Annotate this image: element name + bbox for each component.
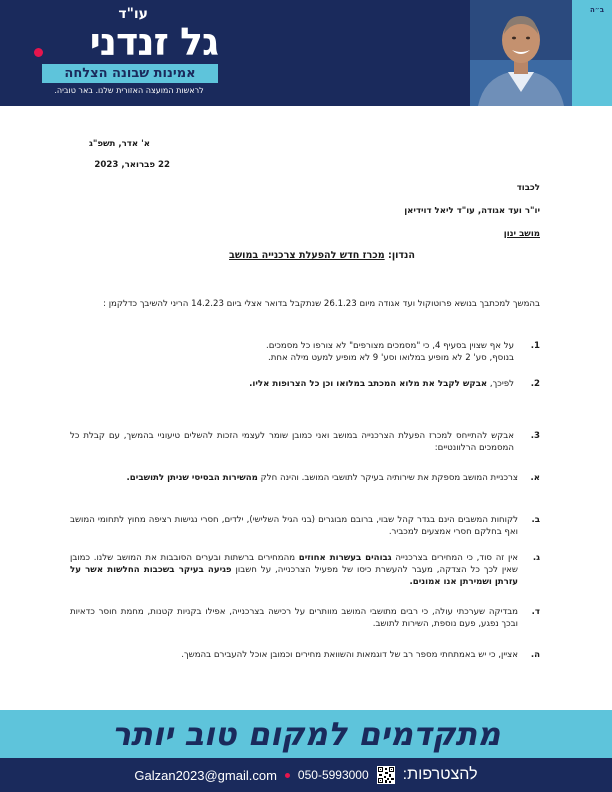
item-text-plain: לפיכך, xyxy=(487,379,514,389)
separator-dot-icon xyxy=(285,773,290,778)
letterhead-footer xyxy=(0,710,612,792)
sub-item-text-bold: מהשירות הבסיסי שניתן לתושבים. xyxy=(126,473,258,483)
join-label: להצטרפות: xyxy=(402,766,478,783)
sub-item-text-plain: אין זה סוד, כי המחירים בצרכנייה xyxy=(391,553,518,563)
item-number: 2. xyxy=(530,379,540,389)
footer-slogan: מתקדמים למקום טוב יותר xyxy=(111,715,501,753)
intro-paragraph: בהמשך למכתבך בנושא פרוטוקול ועד אגודה מיום 26.1.23 שנתקבל בדואר אצלי ביום 14.2.23 הריני להשיבך כדלקמן : xyxy=(103,299,540,309)
recipient-label: לכבוד xyxy=(516,183,540,193)
subject-text: מכרז חדש להפעלת צרכנייה במושב xyxy=(229,250,385,261)
sub-item-text-bold: גבוהים בעשרות אחוזים xyxy=(298,553,392,563)
sub-item-text-plain: מהמחירים ברשתות ובערים הסובבות את המושב שלנו. כמובן שאין לכך כל הצדקה, מעבר להעשרת כיסו של מפעיל הצרכנייה, על חשבון xyxy=(70,553,518,575)
sub-item-text-bold: פגיעה בעיקר בשכבות החלשות אשר על עזרתן ושמירתן אנו אמונים. xyxy=(70,565,518,587)
contact-phone[interactable]: 050-5993000 xyxy=(297,768,369,782)
sub-item-text: מבדיקה שערכתי עולה, כי רבים מתושבי המושב מוותרים על רכישה בצרכנייה, אפילו בקניות קטנות, מחמת חוסר כדאיות ובכך נפגע, פעם נוספת, השירות לתושב. xyxy=(70,607,518,629)
logo-dot-icon xyxy=(34,48,43,57)
recipient-name: יו"ר ועד אגודה, עו"ד ליאל דוידיאן xyxy=(404,206,540,216)
sub-item-text: אציין, כי יש באמתחתי מספר רב של דוגמאות והשוואת מחירים וכמובן אוכל להעבירם בהמשך. xyxy=(181,650,518,660)
qr-code-graphic xyxy=(377,766,395,784)
logo-slogan-band: אמינות שבונה הצלחה xyxy=(42,64,218,83)
item-text-bold: אבקש לקבל את מלוא המכתב במלואו וכן כל הצרופות אליו. xyxy=(249,379,488,389)
date-hebrew: א' אדר, תשפ"ג xyxy=(89,139,150,149)
sub-item-text: לקוחות המשבים הינם בגדר קהל שבוי, ברובם מבוגרים (בני הגיל השלישי), ילדים, חסרי נגישות רציפה מחוץ לתחומי המושב ואף בחלקם חסרי אמצעים למכביר. xyxy=(70,515,518,537)
recipient-place: מושב ינון xyxy=(503,229,540,239)
sub-item-text xyxy=(70,472,518,484)
sub-item-letter: ג. xyxy=(532,553,540,563)
campaign-logo xyxy=(40,6,218,98)
portrait-illustration xyxy=(470,0,572,106)
bsd-mark: ב״ה xyxy=(589,6,604,14)
sub-item-letter: א. xyxy=(530,473,540,483)
sub-item-letter: ד. xyxy=(531,607,540,617)
item-text xyxy=(70,378,514,390)
letterhead-header xyxy=(0,0,612,106)
sub-item-letter: ה. xyxy=(530,650,540,660)
qr-code-icon[interactable] xyxy=(377,766,395,784)
item-text: אבקש להתייחס למכרז הפעלת הצרכנייה במושב ואני כמובן שומר לעצמי הזכות להשלים טיעוניי בהמשך, עם קבלת כל המסמכים הרלוונטיים: xyxy=(70,431,514,453)
logo-subtitle: לראשות המועצה האזורית שלנו. באר טוביה. xyxy=(54,86,204,95)
date-gregorian: 22 פברואר, 2023 xyxy=(94,160,170,170)
item-number: 3. xyxy=(530,431,540,441)
sub-item-text xyxy=(70,552,518,588)
footer-contact xyxy=(0,758,612,792)
contact-email[interactable]: Galzan2023@gmail.com xyxy=(134,767,277,783)
subject-prefix: הנדון: xyxy=(387,250,415,261)
item-text xyxy=(70,340,514,364)
item-line: בנוסף, סע' 2 לא מופיע במלואו וסע' 9 לא מופיע למעט מילה אחת. xyxy=(267,353,514,363)
letter-subject xyxy=(229,250,415,262)
item-number: 1. xyxy=(530,341,540,351)
sub-item-text-plain: צרכניית המושב מספקת את שירותיה בעיקר לתושבי המושב. והינה חלק xyxy=(257,473,518,483)
header-accent-strip xyxy=(566,0,612,106)
item-line: על אף שצוין בסעיף 4, כי "מסמכים מצורפים" לא צורפו כל מסמכים. xyxy=(265,341,514,351)
candidate-portrait xyxy=(470,0,572,106)
logo-candidate-name: גל זנדני xyxy=(89,20,218,64)
sub-item-letter: ב. xyxy=(531,515,540,525)
logo-title-small: עו"ד xyxy=(118,6,148,22)
